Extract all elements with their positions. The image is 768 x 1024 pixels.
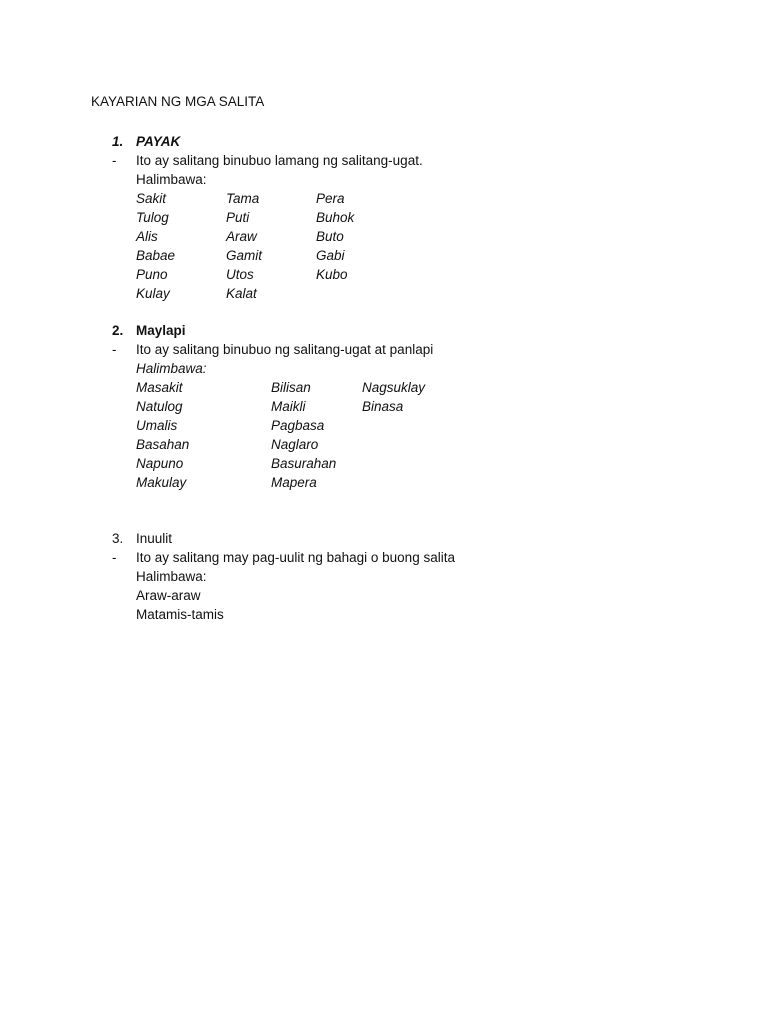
example-label: Halimbawa: xyxy=(136,569,207,584)
section-definition: Ito ay salitang binubuo lamang ng salitang-ugat. xyxy=(136,153,423,168)
example-word: Napuno xyxy=(136,456,184,471)
example-label: Halimbawa: xyxy=(136,361,207,376)
section-number: 2. xyxy=(112,323,124,338)
example-word: Maikli xyxy=(271,399,306,414)
example-word: Basahan xyxy=(136,437,190,452)
example-label: Halimbawa: xyxy=(136,172,207,187)
section-definition: Ito ay salitang binubuo ng salitang-ugat at panlapi xyxy=(136,342,434,357)
section-definition: Ito ay salitang may pag-uulit ng bahagi o buong salita xyxy=(136,550,455,565)
example-word: Alis xyxy=(136,229,158,244)
bullet-dash: - xyxy=(112,342,117,357)
section-number: 3. xyxy=(112,531,124,546)
example-word: Puti xyxy=(226,210,250,225)
section-number: 1. xyxy=(112,134,124,149)
section-heading: Inuulit xyxy=(136,531,173,546)
section-heading: PAYAK xyxy=(136,134,181,149)
example-word: Naglaro xyxy=(271,437,319,452)
example-word: Bilisan xyxy=(271,380,311,395)
example-word: Tama xyxy=(226,191,260,206)
document-title: KAYARIAN NG MGA SALITA xyxy=(91,94,265,109)
example-word: Araw xyxy=(226,229,257,244)
example-word: Puno xyxy=(136,267,168,282)
example-word: Pera xyxy=(316,191,345,206)
example-word: Umalis xyxy=(136,418,178,433)
example-word: Pagbasa xyxy=(271,418,325,433)
section-heading: Maylapi xyxy=(136,323,186,338)
example-word: Araw-araw xyxy=(136,588,201,603)
bullet-dash: - xyxy=(112,153,117,168)
example-word: Sakit xyxy=(136,191,167,206)
example-word: Makulay xyxy=(136,475,187,490)
example-word: Kalat xyxy=(226,286,257,301)
example-word: Utos xyxy=(226,267,254,282)
bullet-dash: - xyxy=(112,550,117,565)
example-word: Buto xyxy=(316,229,344,244)
example-word: Natulog xyxy=(136,399,183,414)
example-word: Gamit xyxy=(226,248,263,263)
example-word: Matamis-tamis xyxy=(136,607,224,622)
example-word: Masakit xyxy=(136,380,183,395)
example-word: Kubo xyxy=(316,267,348,282)
example-word: Kulay xyxy=(136,286,170,301)
example-word: Basurahan xyxy=(271,456,337,471)
example-word: Binasa xyxy=(362,399,404,414)
example-word: Babae xyxy=(136,248,176,263)
example-word: Tulog xyxy=(136,210,169,225)
example-word: Gabi xyxy=(316,248,345,263)
example-word: Nagsuklay xyxy=(362,380,426,395)
example-word: Buhok xyxy=(316,210,355,225)
example-word: Mapera xyxy=(271,475,317,490)
